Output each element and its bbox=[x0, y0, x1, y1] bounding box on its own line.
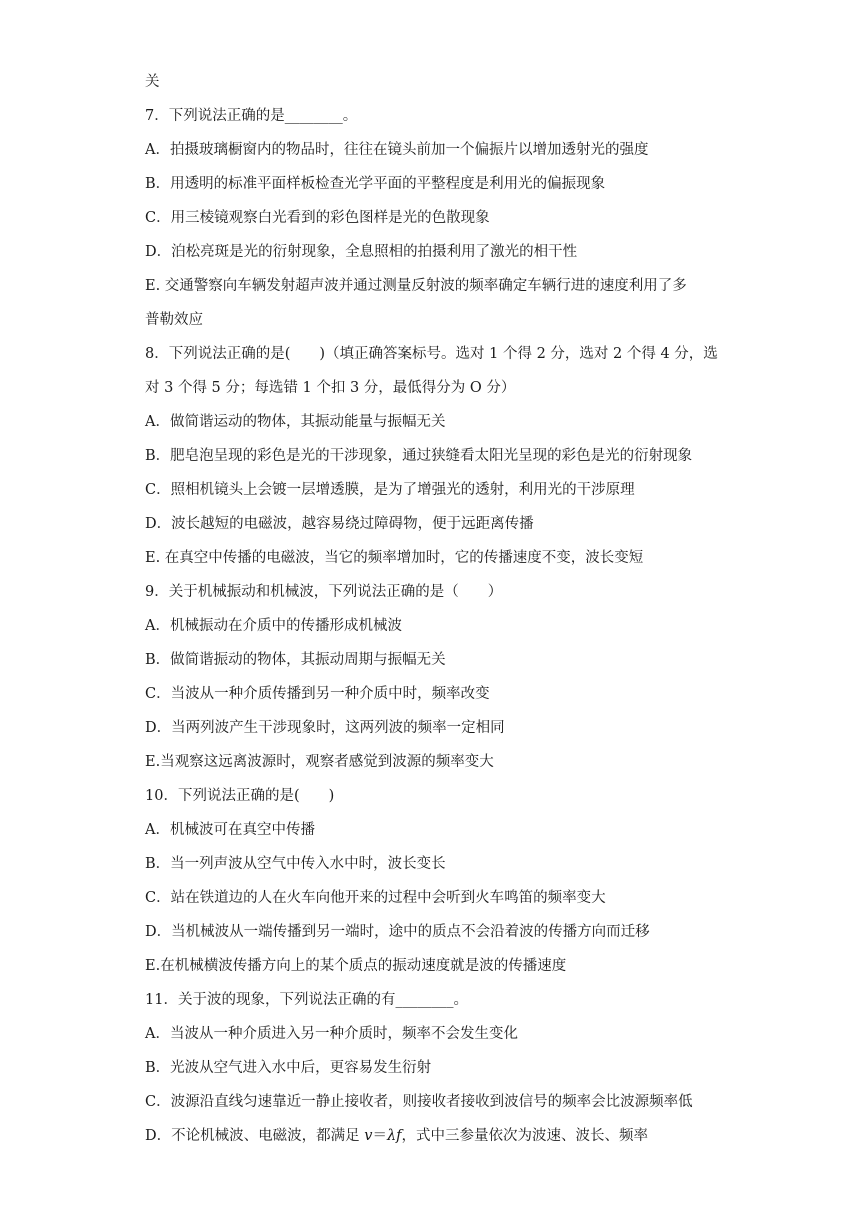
question-11-option-c: C．波源沿直线匀速靠近一静止接收者，则接收者接收到波信号的频率会比波源频率低 bbox=[145, 1094, 693, 1110]
question-9-option-e: E.当观察这远离波源时，观察者感觉到波源的频率变大 bbox=[145, 754, 494, 770]
question-7-option-d: D．泊松亮斑是光的衍射现象，全息照相的拍摄利用了激光的相干性 bbox=[145, 244, 578, 260]
option-d-suffix: ，式中三参量依次为波速、波长、频率 bbox=[401, 1128, 649, 1144]
formula-v: v bbox=[364, 1128, 373, 1144]
question-8-option-e: E. 在真空中传播的电磁波，当它的频率增加时，它的传播速度不变，波长变短 bbox=[145, 550, 644, 566]
text-line: 关 bbox=[145, 74, 160, 90]
question-7-option-b: B．用透明的标准平面样板检查光学平面的平整程度是利用光的偏振现象 bbox=[145, 176, 606, 192]
question-7-option-a: A．拍摄玻璃橱窗内的物品时，往往在镜头前加一个偏振片以增加透射光的强度 bbox=[145, 142, 649, 158]
question-10-option-b: B．当一列声波从空气中传入水中时，波长变长 bbox=[145, 856, 446, 872]
formula-equals: ＝ bbox=[372, 1128, 387, 1144]
question-9-option-b: B．做简谐振动的物体，其振动周期与振幅无关 bbox=[145, 652, 446, 668]
question-10-option-a: A．机械波可在真空中传播 bbox=[145, 822, 315, 838]
question-10-option-e: E.在机械横波传播方向上的某个质点的振动速度就是波的传播速度 bbox=[145, 958, 567, 974]
question-11-option-d bbox=[145, 1127, 648, 1145]
question-8-option-c: C．照相机镜头上会镀一层增透膜，是为了增强光的透射，利用光的干涉原理 bbox=[145, 482, 635, 498]
option-d-prefix: D．不论机械波、电磁波，都满足 bbox=[145, 1128, 365, 1144]
question-10-option-d: D．当机械波从一端传播到另一端时，途中的质点不会沿着波的传播方向而迁移 bbox=[145, 924, 650, 940]
question-7-option-e-cont: 普勒效应 bbox=[145, 312, 203, 328]
question-9-option-a: A．机械振动在介质中的传播形成机械波 bbox=[145, 618, 402, 634]
question-10-stem: 10．下列说法正确的是( ) bbox=[145, 788, 335, 804]
formula-f: f bbox=[396, 1128, 402, 1144]
question-8-stem-cont: 对 3 个得 5 分；每选错 1 个扣 3 分，最低得分为 O 分） bbox=[145, 380, 516, 396]
formula-lambda: λ bbox=[386, 1128, 397, 1144]
question-9-stem: 9．关于机械振动和机械波，下列说法正确的是（ ） bbox=[145, 584, 503, 600]
question-11-option-a: A．当波从一种介质进入另一种介质时，频率不会发生变化 bbox=[145, 1026, 518, 1042]
question-9-option-c: C．当波从一种介质传播到另一种介质中时，频率改变 bbox=[145, 686, 490, 702]
question-8-option-b: B．肥皂泡呈现的彩色是光的干涉现象，通过狭缝看太阳光呈现的彩色是光的衍射现象 bbox=[145, 448, 693, 464]
question-8-option-a: A．做简谐运动的物体，其振动能量与振幅无关 bbox=[145, 414, 446, 430]
question-11-stem: 11．关于波的现象，下列说法正确的有________。 bbox=[145, 992, 468, 1008]
question-11-option-b: B．光波从空气进入水中后，更容易发生衍射 bbox=[145, 1060, 432, 1076]
question-8-option-d: D．波长越短的电磁波，越容易绕过障碍物，便于远距离传播 bbox=[145, 516, 534, 532]
question-7-option-e: E. 交通警察向车辆发射超声波并通过测量反射波的频率确定车辆行进的速度利用了多 bbox=[145, 278, 687, 294]
question-10-option-c: C．站在铁道边的人在火车向他开来的过程中会听到火车鸣笛的频率变大 bbox=[145, 890, 606, 906]
question-7-option-c: C．用三棱镜观察白光看到的彩色图样是光的色散现象 bbox=[145, 210, 490, 226]
question-9-option-d: D．当两列波产生干涉现象时，这两列波的频率一定相同 bbox=[145, 720, 505, 736]
question-8-stem: 8．下列说法正确的是( )（填正确答案标号。选对 1 个得 2 分，选对 2 个得 4 分，选 bbox=[145, 346, 718, 362]
question-7-stem: 7．下列说法正确的是________。 bbox=[145, 108, 358, 124]
